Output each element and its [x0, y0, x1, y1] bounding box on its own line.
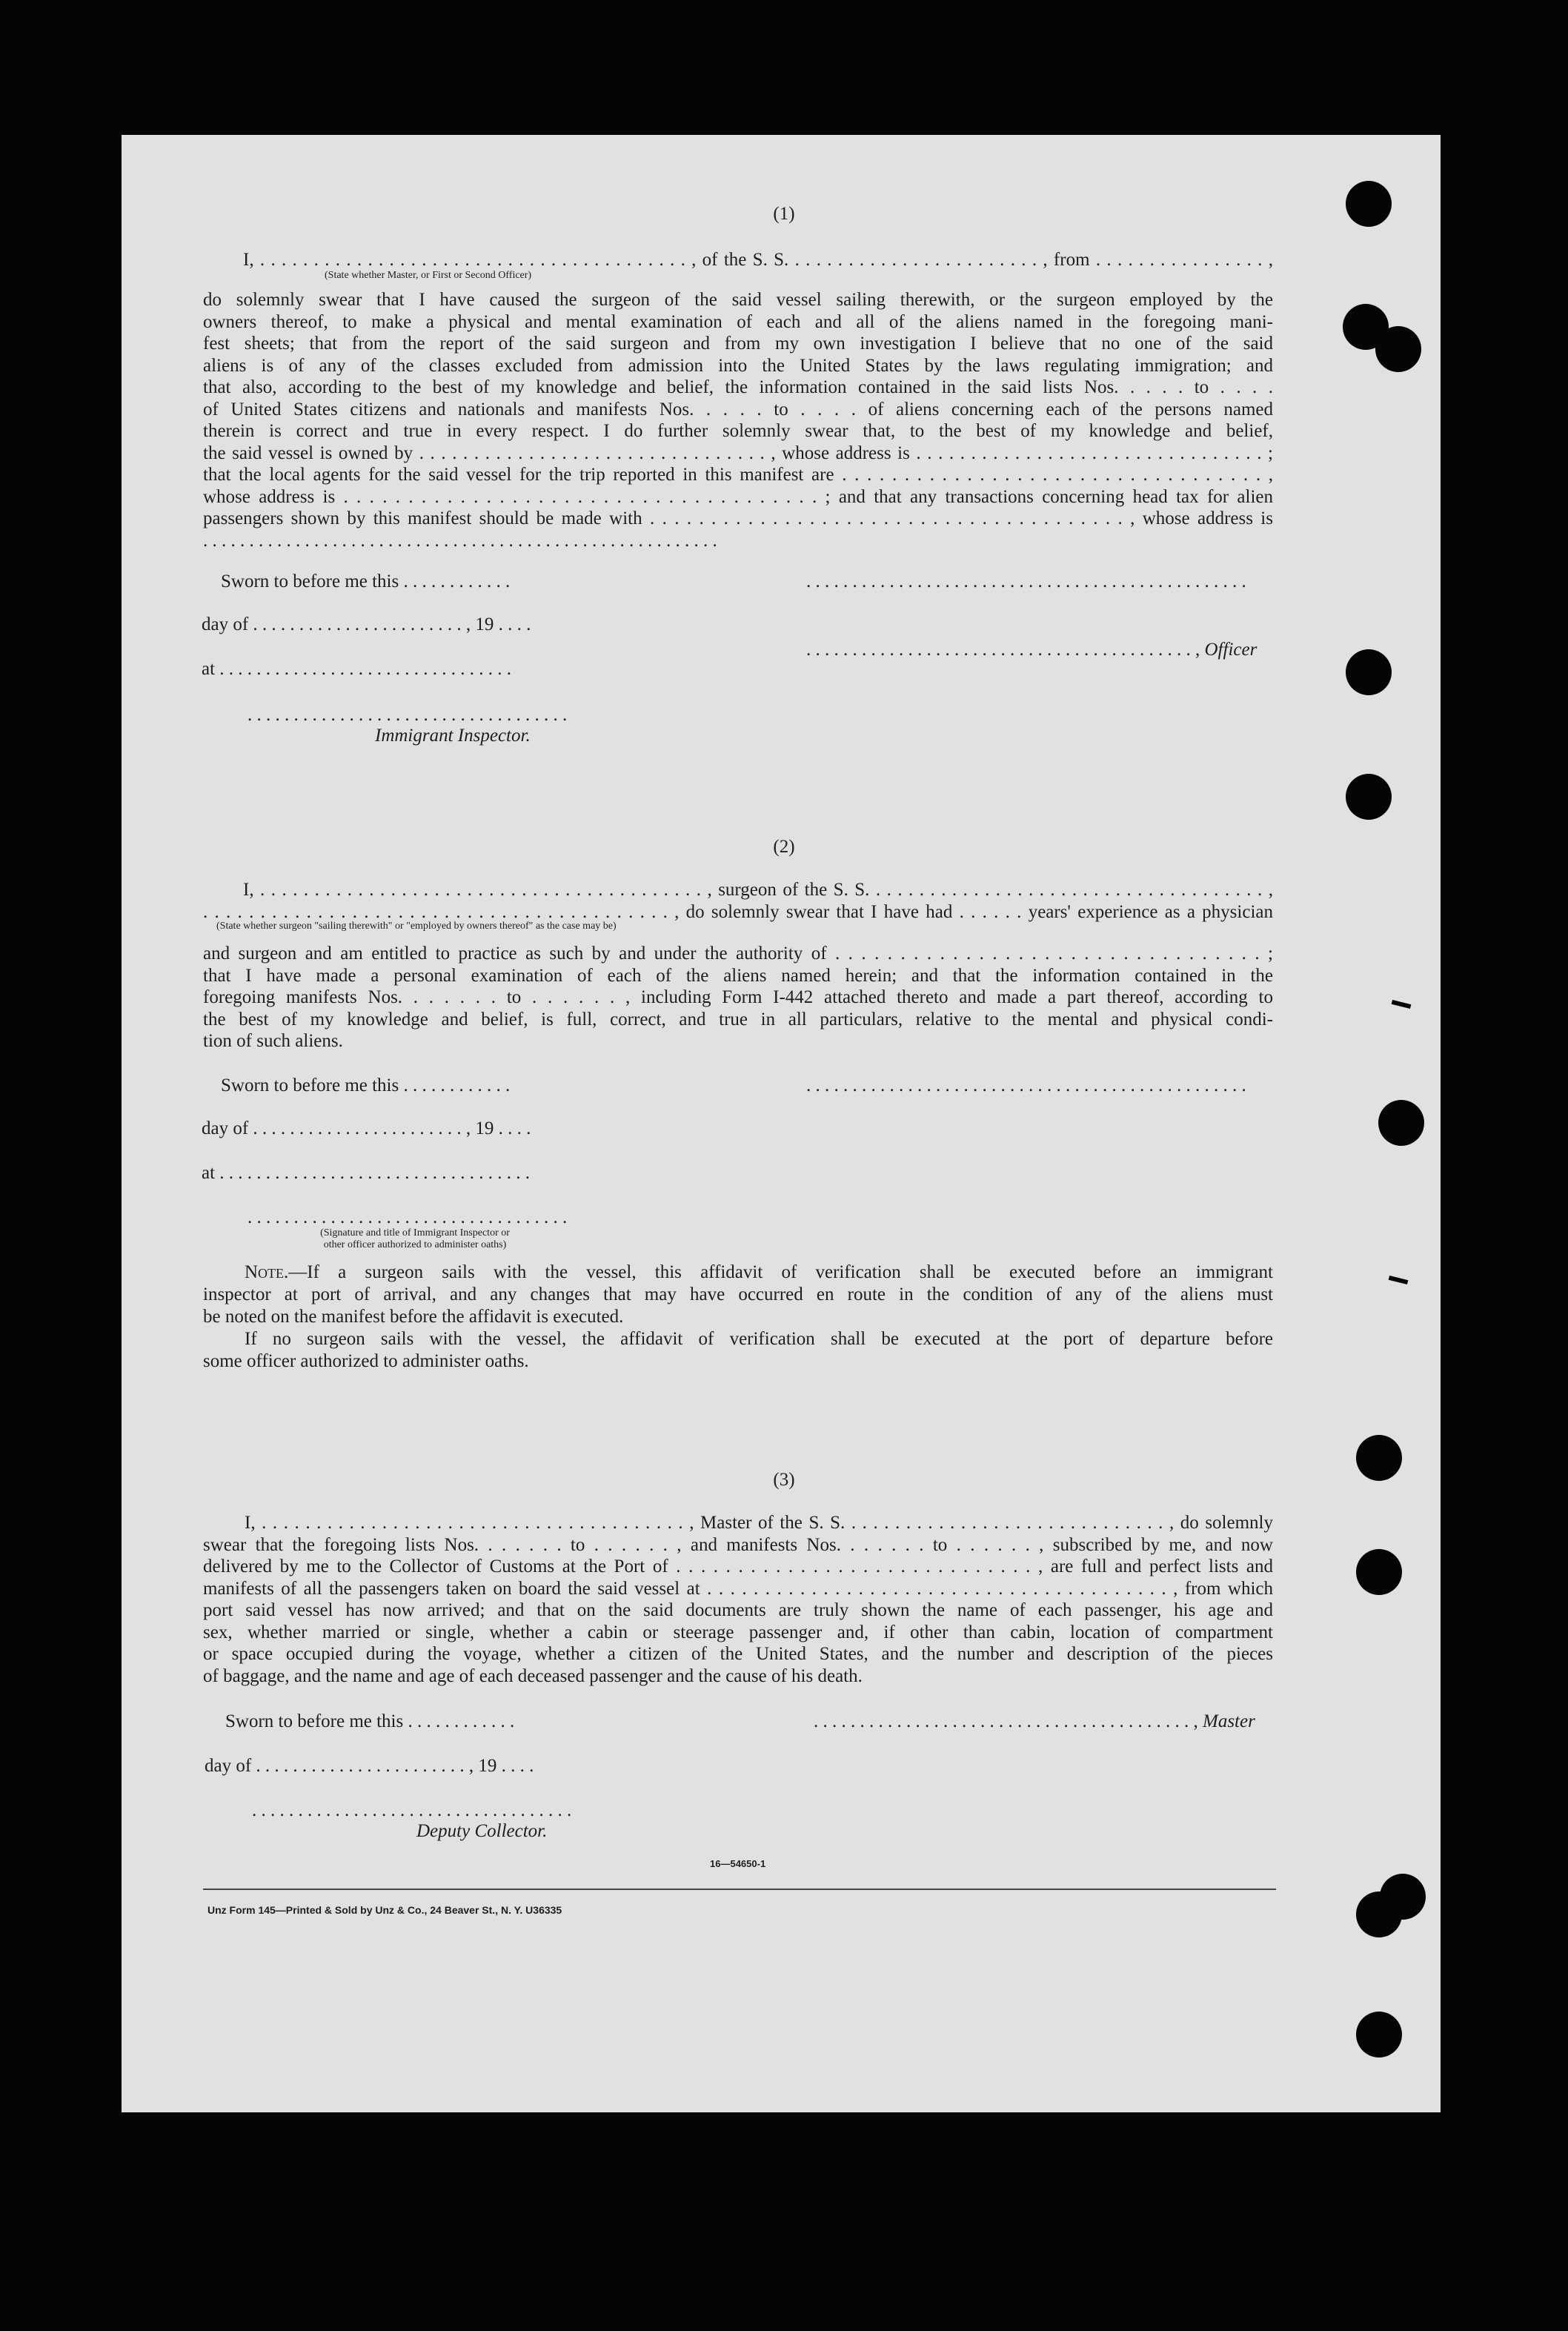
section-2-sworn-signature-line: . . . . . . . . . . . . . . . . . . . . . . . . . . . . . . . . . . . . . . . . . . . . . . . .	[806, 1075, 1246, 1095]
section-2-heading: (2)	[773, 837, 795, 857]
punch-hole	[1346, 649, 1392, 695]
section-3-master-line	[814, 1711, 1255, 1733]
s1body-line: . . . . . . . . . . . . . . . . . . . . . . . . . . . . . . . . . . . . . . . . . . . . . . . . . . . . . . . .	[203, 530, 717, 551]
s2body-line: that I have made a personal examination of each of the aliens named herein; and that the information contained in the	[203, 965, 1273, 986]
s2body-line: tion of such aliens.	[203, 1031, 343, 1051]
section-2-note-line: inspector at port of arrival, and any changes that may have occurred en route in the condition of any of the aliens must	[203, 1284, 1273, 1304]
section-1-officer-line	[806, 639, 1257, 661]
section-2-sworn-line: Sworn to before me this . . . . . . . . . . . .	[221, 1075, 511, 1095]
punch-hole	[1346, 774, 1392, 820]
s1body-line: therein is correct and true in every respect. I do further solemnly swear that, to the best of my knowledge and belief,	[203, 421, 1273, 441]
note-label: Note.	[245, 1262, 289, 1282]
punch-hole	[1375, 326, 1421, 372]
s1body-line: whose address is . . . . . . . . . . . . . . . . . . . . . . . . . . . . . . . . . . . . . ; and that any transactions concerning head tax for alien	[203, 486, 1273, 507]
section-1-sworn-signature-line: . . . . . . . . . . . . . . . . . . . . . . . . . . . . . . . . . . . . . . . . . . . . . . . .	[806, 571, 1246, 591]
s2body-line: foregoing manifests Nos. . . . . . . to . . . . . . , including Form I-442 attached thereto and made a part thereof, according to	[203, 987, 1273, 1007]
section-2-second-line: . . . . . . . . . . . . . . . . . . . . . . . . . . . . . . . . . . . . . . . . . , do solemnly swear that I have had . . . . . . years' experience as a physician	[203, 902, 1273, 922]
s1body-line: that the local agents for the said vessel for the trip reported in this manifest are . . . . . . . . . . . . . . . . . . . . . . . . . . . . . . . . . . ,	[203, 465, 1273, 485]
printer-imprint: Unz Form 145—Printed & Sold by Unz & Co., 24 Beaver St., N. Y. U36335	[207, 1904, 562, 1916]
punch-hole	[1378, 1100, 1424, 1146]
s1body-line: that also, according to the best of my knowledge and belief, the information contained in the said lists Nos. . . . . to . . . .	[203, 377, 1273, 397]
master-label: Master	[1203, 1711, 1255, 1731]
s3body-line: swear that the foregoing lists Nos. . . . . . . to . . . . . . , and manifests Nos. . . . . . . to . . . . . . , subscribed by me, and now	[203, 1534, 1273, 1555]
officer-label: Officer	[1204, 640, 1258, 660]
section-3-sworn-line: Sworn to before me this . . . . . . . . . . . .	[225, 1711, 515, 1731]
s3body-line: sex, whether married or single, whether a cabin or steerage passenger and, if other than cabin, location of compartment	[203, 1622, 1273, 1642]
s3body-line: manifests of all the passengers taken on board the said vessel at . . . . . . . . . . . . . . . . . . . . . . . . . . . . . . . . . . . . . . . . , from which	[203, 1578, 1273, 1599]
section-1-officer-note: (State whether Master, or First or Second Officer)	[325, 270, 532, 281]
punch-hole	[1356, 1549, 1402, 1595]
section-2-note-line: some officer authorized to administer oaths.	[203, 1351, 529, 1371]
s1body-line: aliens is of any of the classes excluded from admission into the United States by the laws regulating immigration; and	[203, 355, 1273, 376]
section-2-surgeon-note: (State whether surgeon "sailing therewith" or "employed by owners thereof" as the case may be)	[216, 921, 617, 932]
s1body-line: owners thereof, to make a physical and mental examination of each and all of the aliens named in the foregoing mani-	[203, 311, 1273, 332]
signature-note-line-2: other officer authorized to administer oaths)	[323, 1239, 507, 1250]
section-3-day-line: day of . . . . . . . . . . . . . . . . . . . . . . . , 19 . . . .	[205, 1756, 534, 1776]
s3body-line: or space occupied during the voyage, whether a citizen of the United States, and the number and description of the pieces	[203, 1644, 1273, 1664]
section-2-day-line: day of . . . . . . . . . . . . . . . . . . . . . . . , 19 . . . .	[202, 1118, 531, 1138]
section-1-at-line: at . . . . . . . . . . . . . . . . . . . . . . . . . . . . . . . .	[202, 659, 512, 679]
section-1-day-line: day of . . . . . . . . . . . . . . . . . . . . . . . , 19 . . . .	[202, 614, 531, 634]
section-2-note-line	[245, 1261, 1273, 1284]
signature-note-line-1: (Signature and title of Immigrant Inspector or	[320, 1227, 510, 1239]
s1body-line: fest sheets; that from the report of the said surgeon and from my own investigation I believe that no one of the said	[203, 334, 1273, 354]
section-2-opening-line: I, . . . . . . . . . . . . . . . . . . . . . . . . . . . . . . . . . . . . . . . . . , surgeon of the S. S. . . . . . . . . . . . . . . . . . . . . . . . . . . . . . . . . . . . . ,	[243, 880, 1273, 900]
master-dots: . . . . . . . . . . . . . . . . . . . . . . . . . . . . . . . . . . . . . . . . . ,	[814, 1711, 1203, 1731]
s3body-line: port said vessel has now arrived; and that on the said documents are truly shown the name of each passenger, his age and	[203, 1600, 1273, 1620]
section-2-at-line: at . . . . . . . . . . . . . . . . . . . . . . . . . . . . . . . . . .	[202, 1163, 531, 1183]
punch-hole	[1356, 1891, 1402, 1937]
form-number: 16—54650-1	[710, 1858, 766, 1869]
section-3-deputy-signature-line: . . . . . . . . . . . . . . . . . . . . . . . . . . . . . . . . . . .	[252, 1800, 572, 1820]
s2body-line: the best of my knowledge and belief, is full, correct, and true in all particulars, relative to the mental and physical condi-	[203, 1009, 1273, 1029]
s1body-line: do solemnly swear that I have caused the surgeon of the said vessel sailing therewith, or the surgeon employed by the	[203, 290, 1273, 310]
footer-rule	[203, 1889, 1276, 1890]
section-1-inspector-signature-line: . . . . . . . . . . . . . . . . . . . . . . . . . . . . . . . . . . .	[248, 705, 568, 725]
s1body-line: of United States citizens and nationals and manifests Nos. . . . . to . . . . of aliens concerning each of the persons named	[203, 399, 1273, 420]
section-1-sworn-line: Sworn to before me this . . . . . . . . . . . .	[221, 571, 511, 591]
officer-dots: . . . . . . . . . . . . . . . . . . . . . . . . . . . . . . . . . . . . . . . . . . ,	[806, 640, 1205, 660]
s1body-line: the said vessel is owned by . . . . . . . . . . . . . . . . . . . . . . . . . . . . . . . . , whose address is . . . . . . . . . . . . . . . . . . . . . . . . . . . . . . . . ;	[203, 442, 1273, 463]
note-text: —If a surgeon sails with the vessel, this affidavit of verification shall be executed before an immigrant	[288, 1262, 1273, 1282]
section-3-heading: (3)	[773, 1470, 795, 1490]
punch-hole	[1356, 2012, 1402, 2058]
section-2-signature-note	[252, 1227, 578, 1251]
s2body-line: and surgeon and am entitled to practice as such by and under the authority of . . . . . . . . . . . . . . . . . . . . . . . . . . . . . . . . . ;	[203, 944, 1273, 964]
section-1-opening-line: I, . . . . . . . . . . . . . . . . . . . . . . . . . . . . . . . . . . . . . . . . , of the S. S. . . . . . . . . . . . . . . . . . . . . . . . , from . . . . . . . . . . . . . . . . ,	[243, 250, 1273, 270]
section-3-deputy-label: Deputy Collector.	[416, 1821, 548, 1841]
section-2-note-line: be noted on the manifest before the affidavit is executed.	[203, 1307, 624, 1327]
s3body-line: I, . . . . . . . . . . . . . . . . . . . . . . . . . . . . . . . . . . . . . . . , Master of the S. S. . . . . . . . . . . . . . . . . . . . . . . . . . . . . . , do solemnly	[245, 1513, 1273, 1533]
s3body-line: delivered by me to the Collector of Customs at the Port of . . . . . . . . . . . . . . . . . . . . . . . . . . . . . , are full and perfect lists and	[203, 1556, 1273, 1576]
s1body-line: passengers shown by this manifest should be made with . . . . . . . . . . . . . . . . . . . . . . . . . . . . . . . . . . . . . . . , whose address is	[203, 508, 1273, 528]
s3body-line: of baggage, and the name and age of each deceased passenger and the cause of his death.	[203, 1665, 863, 1686]
section-2-signature-line: . . . . . . . . . . . . . . . . . . . . . . . . . . . . . . . . . . .	[248, 1207, 568, 1227]
section-1-heading: (1)	[773, 204, 795, 224]
section-1-inspector-label: Immigrant Inspector.	[375, 726, 531, 746]
section-2-note-line: If no surgeon sails with the vessel, the affidavit of verification shall be executed at the port of departure before	[245, 1329, 1273, 1349]
